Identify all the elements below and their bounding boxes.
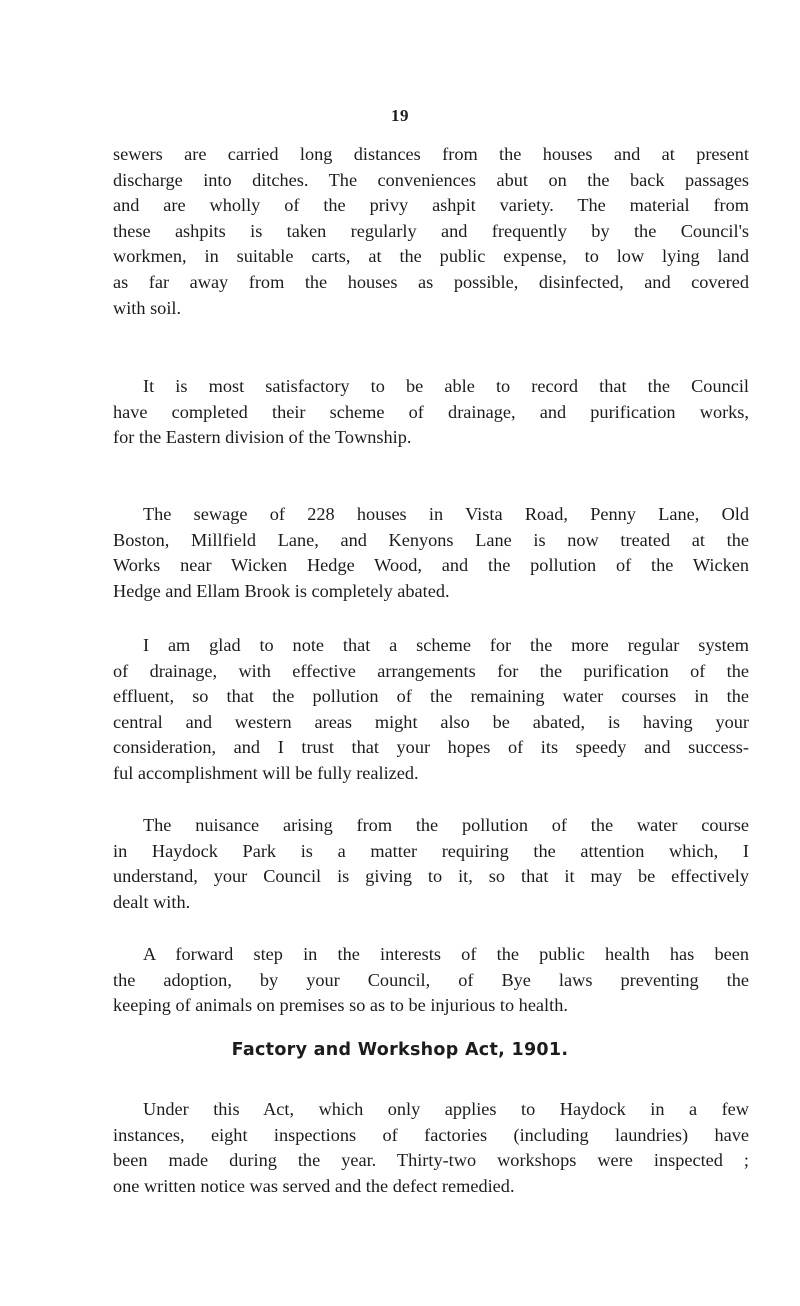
paragraph-line: one written notice was served and the defect remedied. xyxy=(113,1175,515,1196)
paragraph-sewage-houses xyxy=(113,502,749,604)
paragraph-line: Hedge and Ellam Brook is completely abated. xyxy=(113,580,450,601)
paragraph-line: central and western areas might also be abated, is having your xyxy=(113,711,749,732)
paragraph-line: Boston, Millfield Lane, and Kenyons Lane is now treated at the xyxy=(113,529,749,550)
paragraph-line: sewers are carried long distances from the houses and at present xyxy=(113,144,749,164)
paragraph-line: of drainage, with effective arrangements for the purification of the xyxy=(113,660,749,681)
paragraph-line: and are wholly of the privy ashpit variety. The material from xyxy=(113,195,749,216)
paragraph-line: workmen, in suitable carts, at the public expense, to low lying land xyxy=(113,246,749,267)
paragraph-line: for the Eastern division of the Township. xyxy=(113,427,412,448)
paragraph-line: Under this Act, which only applies to Haydock in a few xyxy=(143,1099,749,1119)
paragraph-line: have completed their scheme of drainage, and purification works, xyxy=(113,401,749,422)
paragraph-line: Works near Wicken Hedge Wood, and the pollution of the Wicken xyxy=(113,555,749,576)
paragraph-line: keeping of animals on premises so as to be injurious to health. xyxy=(113,995,568,1016)
paragraph-line: dealt with. xyxy=(113,891,191,912)
paragraph-factory-act xyxy=(113,1097,749,1199)
section-heading: Factory and Workshop Act, 1901. xyxy=(231,1040,569,1060)
paragraph-line: effluent, so that the pollution of the remaining water courses in the xyxy=(113,686,749,707)
paragraph-line: understand, your Council is giving to it, so that it may be effectively xyxy=(113,866,749,887)
paragraph-line: consideration, and I trust that your hopes of its speedy and success- xyxy=(113,737,749,758)
paragraph-line: discharge into ditches. The conveniences abut on the back passages xyxy=(113,169,749,190)
paragraph-line: with soil. xyxy=(113,297,182,318)
page-number: 19 xyxy=(391,106,409,125)
paragraph-sewers xyxy=(113,142,749,321)
paragraph-drainage-scheme xyxy=(113,374,749,451)
paragraph-line: I am glad to note that a scheme for the more regular system xyxy=(143,635,749,655)
paragraph-line: these ashpits is taken regularly and frequently by the Council's xyxy=(113,220,749,241)
paragraph-line: A forward step in the interests of the public health has been xyxy=(143,944,749,964)
paragraph-regular-system xyxy=(113,633,749,787)
paragraph-line: The sewage of 228 houses in Vista Road, Penny Lane, Old xyxy=(143,504,749,524)
paragraph-bye-laws xyxy=(113,942,749,1019)
paragraph-line: ful accomplishment will be fully realized. xyxy=(113,762,419,783)
paragraph-line: in Haydock Park is a matter requiring the attention which, I xyxy=(113,840,749,861)
paragraph-line: The nuisance arising from the pollution of the water course xyxy=(143,815,749,835)
paragraph-line: It is most satisfactory to be able to record that the Council xyxy=(143,376,749,396)
paragraph-line: as far away from the houses as possible, disinfected, and covered xyxy=(113,271,749,292)
paragraph-haydock-park xyxy=(113,813,749,915)
paragraph-line: been made during the year. Thirty-two workshops were inspected ; xyxy=(113,1150,749,1171)
paragraph-line: instances, eight inspections of factories (including laundries) have xyxy=(113,1124,749,1145)
paragraph-line: the adoption, by your Council, of Bye laws preventing the xyxy=(113,969,749,990)
